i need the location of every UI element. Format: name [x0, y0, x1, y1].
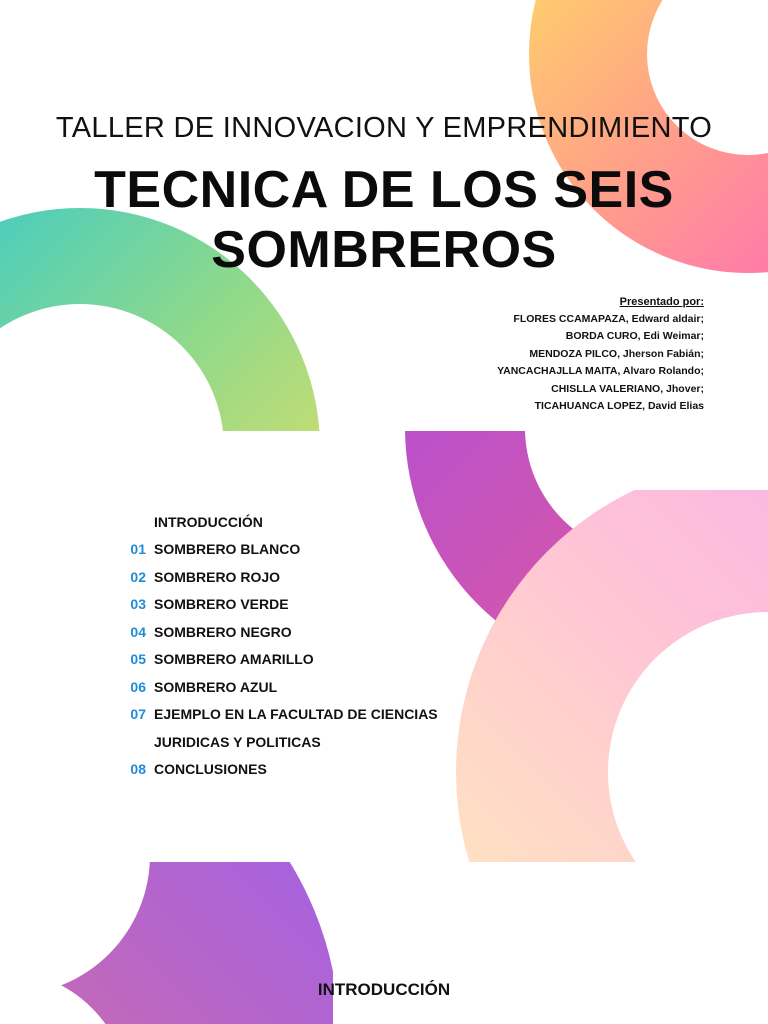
- presenter-name: MENDOZA PILCO, Jherson Fabián;: [529, 347, 704, 360]
- presenters-label: Presentado por:: [619, 296, 704, 308]
- toc-label: SOMBRERO BLANCO: [154, 541, 301, 558]
- toc-number: 05: [130, 651, 146, 668]
- toc-label: JURIDICAS Y POLITICAS: [154, 733, 321, 750]
- toc-item[interactable]: [104, 508, 438, 536]
- toc-number: 02: [130, 568, 146, 585]
- section-heading: INTRODUCCIÓN: [317, 980, 451, 999]
- toc-number: 03: [130, 596, 146, 613]
- toc-item[interactable]: [104, 536, 438, 564]
- toc-label: EJEMPLO EN LA FACULTAD DE CIENCIAS: [154, 706, 438, 723]
- toc-item[interactable]: [104, 646, 438, 674]
- toc-number: 04: [130, 623, 146, 640]
- toc-number: 01: [130, 541, 146, 558]
- presenters-block: [497, 296, 704, 415]
- toc-label: SOMBRERO VERDE: [154, 596, 289, 613]
- presenter-name: TICAHUANCA LOPEZ, David Elias: [534, 400, 704, 413]
- toc-item[interactable]: [104, 756, 438, 784]
- toc-label: SOMBRERO AMARILLO: [154, 651, 314, 668]
- page-title: [0, 160, 768, 280]
- toc-item[interactable]: [104, 618, 438, 646]
- toc-item[interactable]: [104, 701, 438, 729]
- presenter-name: FLORES CCAMAPAZA, Edward aldair;: [513, 313, 704, 325]
- toc-label: CONCLUSIONES: [154, 761, 267, 778]
- presenter-name: BORDA CURO, Edi Weimar;: [565, 330, 704, 343]
- toc-item[interactable]: [104, 673, 438, 701]
- toc-item[interactable]: [104, 563, 438, 591]
- workshop-subtitle: TALLER DE INNOVACION Y EMPRENDIMIENTO: [55, 112, 713, 144]
- toc-label: SOMBRERO NEGRO: [154, 623, 292, 640]
- table-of-contents: [104, 508, 438, 783]
- presenter-name: CHISLLA VALERIANO, Jhover;: [551, 382, 704, 395]
- toc-label: INTRODUCCIÓN: [154, 513, 263, 530]
- toc-number: 07: [130, 706, 146, 723]
- toc-item[interactable]: [104, 591, 438, 619]
- toc-label: SOMBRERO AZUL: [154, 678, 278, 695]
- title-line-2: SOMBREROS: [211, 221, 557, 279]
- toc-item[interactable]: [104, 728, 438, 756]
- toc-number: 08: [130, 761, 146, 778]
- presenter-name: YANCACHAJLLA MAITA, Alvaro Rolando;: [497, 365, 704, 378]
- toc-number: 06: [130, 678, 146, 695]
- toc-label: SOMBRERO ROJO: [154, 568, 281, 585]
- title-line-1: TECNICA DE LOS SEIS: [94, 161, 674, 219]
